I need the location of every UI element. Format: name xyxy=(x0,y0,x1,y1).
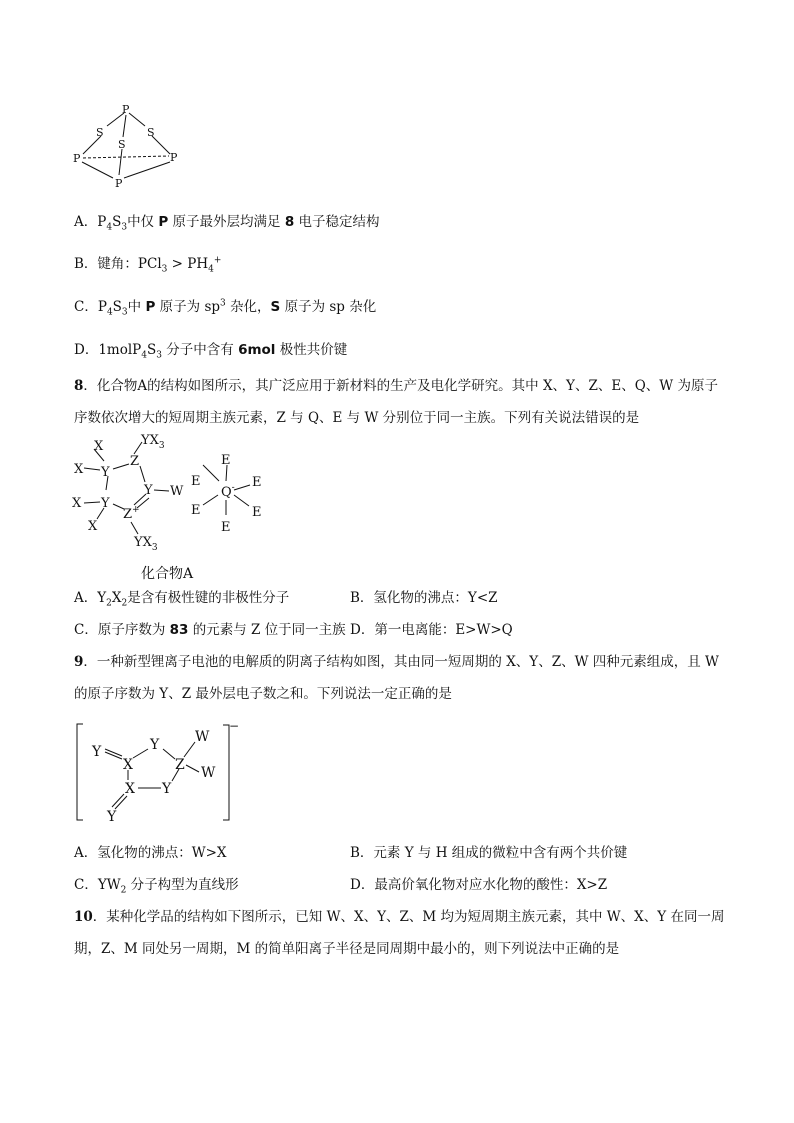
compound-a-y2: Y xyxy=(101,496,110,511)
compound-a-y-ring: Y xyxy=(144,483,153,498)
anion-y-bottom: Y xyxy=(162,781,172,797)
anion-y-top: Y xyxy=(150,737,160,753)
compound-a-x4: X xyxy=(88,519,98,534)
q9-option-d: D．最高价氧化物对应水化物的酸性：X>Z xyxy=(350,877,608,893)
p4s3-atom-p-left: P xyxy=(73,152,81,165)
q8-stem-line1: 8．化合物A的结构如图所示，其广泛应用于新材料的生产及电化学研究。其中 X、Y、Z、E、Q、W 为原子 xyxy=(74,378,718,394)
q9-option-a: A．氢化物的沸点：W>X xyxy=(74,845,227,861)
anion-y-lower-left: Y xyxy=(107,809,117,824)
p4s3-atom-s-right: S xyxy=(147,126,155,139)
q8-option-d: D．第一电离能：E>W>Q xyxy=(350,622,513,638)
p4s3-atom-s-left: S xyxy=(96,126,104,139)
p4s3-atom-p-bottom: P xyxy=(115,177,123,190)
q7-option-d: D．$1molP_4S_3$ 分子中含有 6mol 极性共价键 xyxy=(74,342,348,361)
compound-a-e-bottom: E xyxy=(221,520,231,535)
compound-a-z1: Z xyxy=(130,454,140,469)
q9-option-c: C．$YW_2$ 分子构型为直线形 xyxy=(74,877,239,896)
compound-a-e-lower-left: E xyxy=(191,503,201,518)
p4s3-atom-s-middle: S xyxy=(118,138,126,151)
q9-option-b: B．元素 Y 与 H 组成的微粒中含有两个共价键 xyxy=(350,845,628,861)
q8-option-b: B．氢化物的沸点：Y<Z xyxy=(350,590,498,606)
anion-y-left: Y xyxy=(92,744,102,760)
compound-a-yx3-bottom: $YX_3$ xyxy=(134,535,158,553)
compound-a-x2: X xyxy=(74,462,84,477)
anion-z: Z xyxy=(175,757,185,773)
anion-x-lower: X xyxy=(125,781,135,797)
p4s3-structure-figure xyxy=(66,100,196,195)
q9-stem-line2: 的原子序数为 Y、Z 最外层电子数之和。下列说法一定正确的是 xyxy=(74,686,452,702)
q8-option-c: C．原子序数为 83 的元素与 Z 位于同一主族 xyxy=(74,622,346,638)
compound-a-x1: X xyxy=(94,439,104,454)
compound-a-e-upper-right: E xyxy=(252,475,262,490)
compound-a-w: W xyxy=(170,484,184,499)
q9-stem-line1: 9．一种新型锂离子电池的电解质的阴离子结构如图，其由同一短周期的 X、Y、Z、W 四种元素组成，且 W xyxy=(74,654,719,670)
q8-option-a: A．$Y_2X_2$是含有极性键的非极性分子 xyxy=(74,590,290,609)
q10-stem-line1: 10．某种化学品的结构如下图所示，已知 W、X、Y、Z、M 均为短周期主族元素，其中 W、X、Y 在同一周 xyxy=(74,909,725,925)
compound-a-yx3-top: $YX_3$ xyxy=(141,433,165,451)
anion-structure-figure xyxy=(72,722,242,824)
anion-w-right: W xyxy=(201,765,216,781)
anion-w-top: W xyxy=(195,729,210,745)
compound-a-q: Q- xyxy=(221,483,235,500)
compound-a-x3: X xyxy=(72,496,82,511)
compound-a-y1: Y xyxy=(101,465,110,480)
compound-a-z2: Z+ xyxy=(123,505,140,522)
q8-stem-line2: 序数依次增大的短周期主族元素，Z 与 Q、E 与 W 分别位于同一主族。下列有关说法错误的是 xyxy=(74,410,640,426)
q10-stem-line2: 期，Z、M 同处另一周期，M 的简单阳离子半径是同周期中最小的，则下列说法中正确的是 xyxy=(74,941,620,957)
p4s3-atom-p-right: P xyxy=(170,151,178,164)
compound-a-e-upper-left: E xyxy=(191,474,201,489)
compound-a-e-lower-right: E xyxy=(252,505,262,520)
compound-a-e-top: E xyxy=(221,453,231,468)
q7-option-a: A．$P_4S_3$中仅 P 原子最外层均满足 8 电子稳定结构 xyxy=(74,214,380,233)
anion-charge: − xyxy=(229,722,240,733)
compound-a-caption: 化合物A xyxy=(141,566,194,582)
anion-x-upper: X xyxy=(123,757,133,773)
compound-a-figure xyxy=(66,428,286,586)
q7-option-b: B．键角：$PCl_3 > PH_4^+$ xyxy=(74,255,222,275)
q7-option-c: C．$P_4S_3$中 P 原子为 $sp^3$ 杂化，S 原子为 sp 杂化 xyxy=(74,298,377,318)
p4s3-atom-p-top: P xyxy=(122,103,130,116)
